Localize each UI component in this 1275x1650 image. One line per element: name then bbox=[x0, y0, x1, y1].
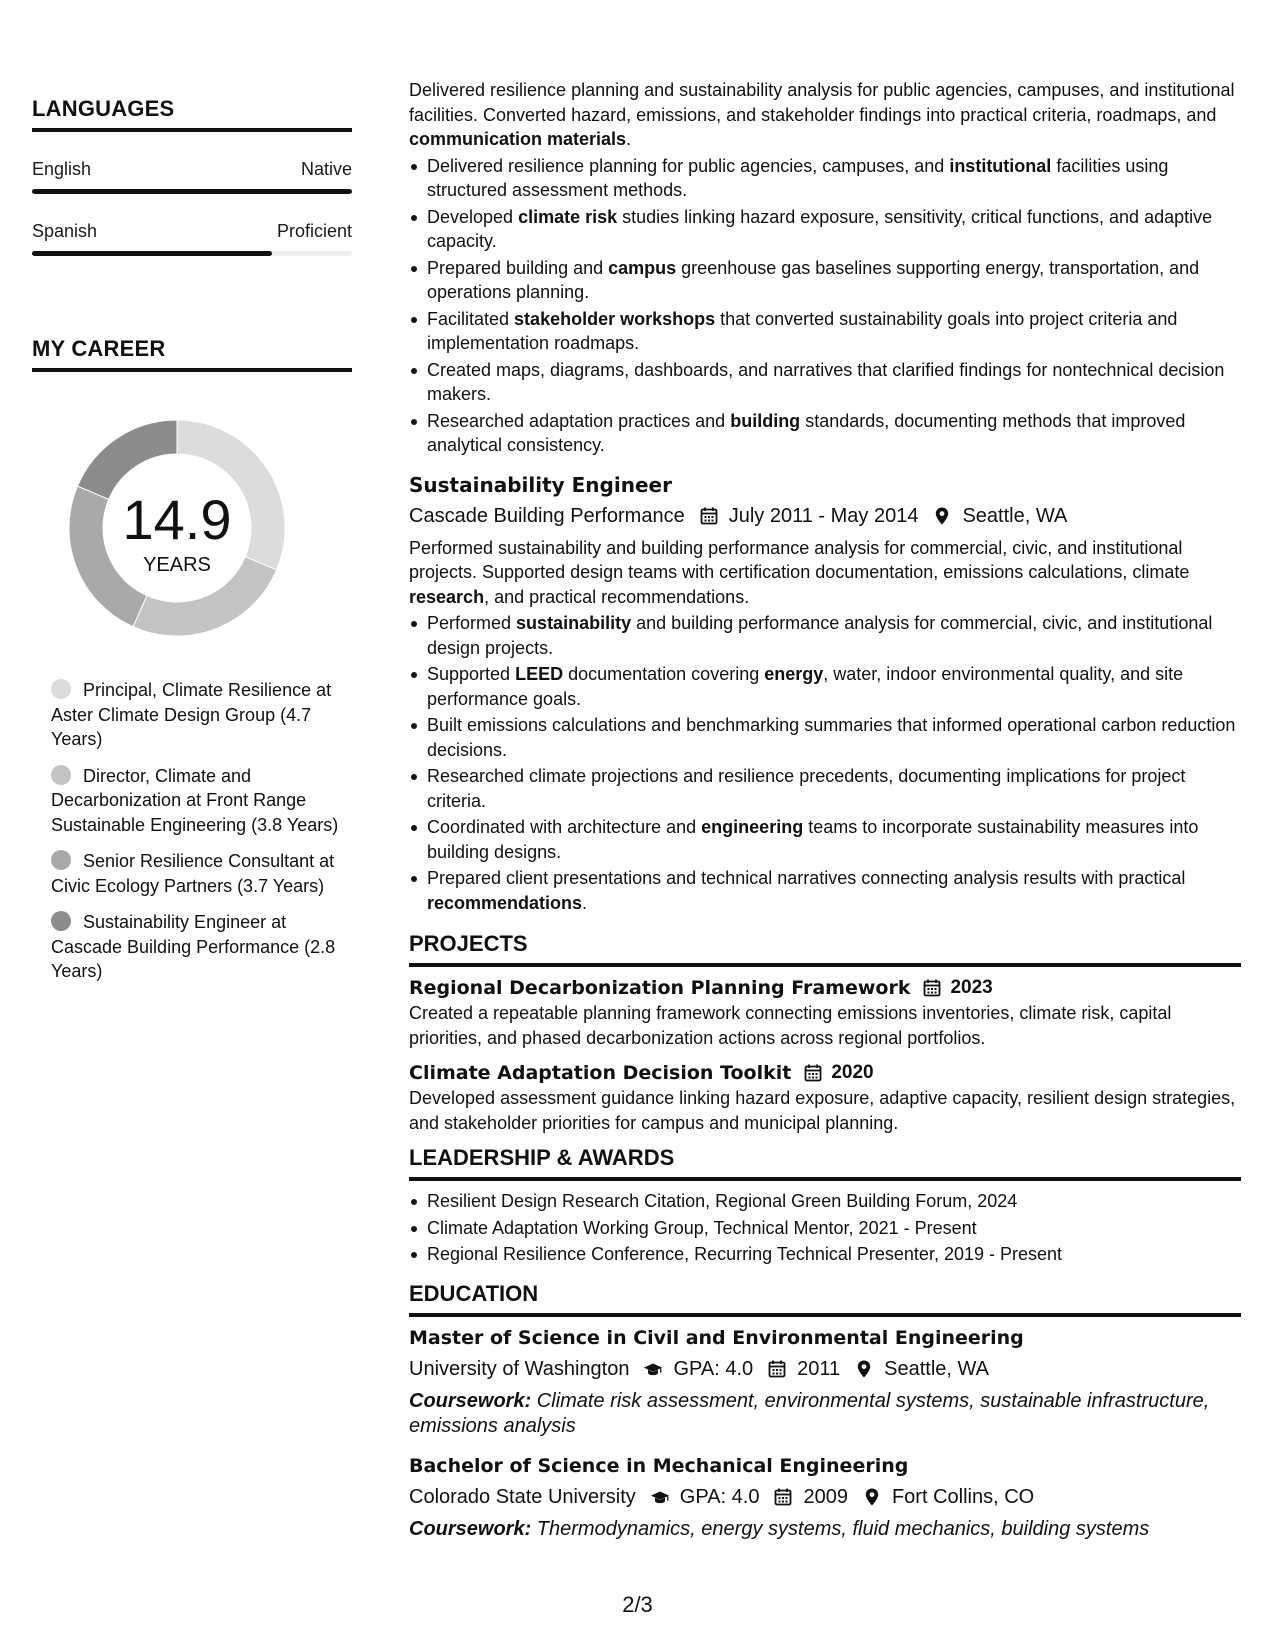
legend-dot bbox=[51, 911, 71, 931]
career-donut-chart bbox=[65, 416, 289, 640]
career-legend-text: Principal, Climate Resilience at Aster Climate Design Group (4.7 Years) bbox=[51, 680, 332, 749]
career-legend-item bbox=[51, 849, 341, 898]
summary-bold: communication materials bbox=[409, 129, 627, 149]
award-item: Regional Resilience Conference, Recurring Technical Presenter, 2019 - Present bbox=[409, 1242, 1241, 1267]
coursework bbox=[409, 1517, 1241, 1542]
job-dates: July 2011 - May 2014 bbox=[728, 504, 919, 527]
graduation-cap-icon bbox=[650, 1487, 670, 1507]
company-name: Cascade Building Performance bbox=[409, 504, 685, 527]
education-meta bbox=[409, 1483, 1241, 1511]
school-location: Seattle, WA bbox=[884, 1357, 990, 1380]
bullet-item: Coordinated with architecture and engineering teams to incorporate sustainability measures into building designs. bbox=[409, 815, 1241, 864]
section-divider bbox=[32, 128, 352, 132]
bullet-item: Performed sustainability and building performance analysis for commercial, civic, and institutional design projects. bbox=[409, 611, 1241, 660]
section-divider bbox=[409, 963, 1241, 967]
language-row bbox=[32, 220, 352, 242]
education-title: EDUCATION bbox=[409, 1280, 539, 1306]
job-location: Seattle, WA bbox=[962, 504, 1068, 527]
bullet-item: Delivered resilience planning for public agencies, campuses, and institutional facilities using structured assessment methods. bbox=[409, 154, 1241, 203]
language-level: Native bbox=[300, 159, 352, 179]
role-bullets bbox=[409, 154, 1241, 458]
right-column bbox=[409, 78, 1241, 1556]
coursework-label: Coursework: bbox=[409, 1517, 532, 1540]
calendar-icon bbox=[803, 1063, 823, 1083]
bullet-item: Built emissions calculations and benchmarking summaries that informed operational carbon reduction decisions. bbox=[409, 713, 1241, 762]
education-meta bbox=[409, 1355, 1241, 1383]
legend-dot bbox=[51, 765, 71, 785]
awards-list bbox=[409, 1189, 1241, 1267]
map-pin-icon bbox=[932, 506, 952, 526]
project-name: Climate Adaptation Decision Toolkit bbox=[409, 1062, 792, 1084]
language-name: Spanish bbox=[32, 221, 98, 241]
graduation-year: 2011 bbox=[797, 1357, 841, 1380]
career-legend-item bbox=[51, 910, 341, 984]
project-title bbox=[409, 975, 1241, 1001]
bullet-item: Researched adaptation practices and building standards, documenting methods that improved analytical consistency. bbox=[409, 409, 1241, 458]
job-meta bbox=[409, 502, 1241, 530]
language-row bbox=[32, 158, 352, 180]
language-bar-fill bbox=[32, 189, 352, 194]
project-description: Developed assessment guidance linking hazard exposure, adaptive capacity, resilient design strategies, and stakeholder priorities for campus and municipal planning. bbox=[409, 1088, 1236, 1133]
career-legend-text: Sustainability Engineer at Cascade Building Performance (2.8 Years) bbox=[51, 912, 336, 981]
bullet-item: Facilitated stakeholder workshops that converted sustainability goals into project criteria and implementation roadmaps. bbox=[409, 307, 1241, 356]
coursework-label: Coursework: bbox=[409, 1389, 532, 1412]
job-bullets bbox=[409, 611, 1241, 915]
language-name: English bbox=[32, 159, 92, 179]
section-divider bbox=[409, 1313, 1241, 1317]
project-description: Created a repeatable planning framework connecting emissions inventories, climate risk, capital priorities, and phased decarbonization actions across regional portfolios. bbox=[409, 1003, 1172, 1048]
calendar-icon bbox=[773, 1487, 793, 1507]
left-column bbox=[32, 96, 352, 981]
legend-dot bbox=[51, 679, 71, 699]
school-name: University of Washington bbox=[409, 1357, 630, 1380]
project-year: 2023 bbox=[950, 977, 993, 998]
gpa: GPA: 4.0 bbox=[673, 1357, 754, 1380]
languages-section bbox=[32, 96, 352, 256]
school-location: Fort Collins, CO bbox=[891, 1485, 1035, 1508]
job-title: Sustainability Engineer bbox=[409, 472, 672, 497]
bullet-item: Prepared client presentations and technical narratives connecting analysis results with practical recommendations. bbox=[409, 866, 1241, 915]
coursework-text: Thermodynamics, energy systems, fluid mechanics, building systems bbox=[531, 1517, 1150, 1540]
calendar-icon bbox=[699, 506, 719, 526]
project-year: 2020 bbox=[831, 1062, 874, 1083]
career-section bbox=[32, 336, 352, 372]
career-legend bbox=[51, 678, 341, 996]
career-total-unit: YEARS bbox=[143, 554, 211, 576]
degree-title: Bachelor of Science in Mechanical Engineering bbox=[409, 1454, 909, 1477]
career-legend-item bbox=[51, 678, 341, 752]
coursework-text: Climate risk assessment, environmental systems, sustainable infrastructure, emissions analysis bbox=[409, 1389, 1210, 1437]
job-summary: Performed sustainability and building performance analysis for commercial, civic, and institutional projects. Supported design teams with certification documentation, emissions calculations, climate research, and practical recommendations. bbox=[409, 537, 1190, 607]
summary-text: . bbox=[626, 129, 632, 149]
graduation-year: 2009 bbox=[803, 1485, 848, 1508]
section-divider bbox=[409, 1177, 1241, 1181]
language-bar-fill bbox=[32, 251, 272, 256]
role-summary bbox=[409, 78, 1241, 152]
career-legend-text: Director, Climate and Decarbonization at Front Range Sustainable Engineering (3.8 Years) bbox=[51, 765, 339, 835]
language-bar bbox=[32, 189, 352, 194]
bullet-item: Developed climate risk studies linking hazard exposure, sensitivity, critical functions, and adaptive capacity. bbox=[409, 205, 1241, 254]
awards-title: LEADERSHIP & AWARDS bbox=[409, 1145, 675, 1170]
award-item: Resilient Design Research Citation, Regional Green Building Forum, 2024 bbox=[409, 1189, 1241, 1214]
school-name: Colorado State University bbox=[409, 1485, 636, 1508]
career-legend-text: Senior Resilience Consultant at Civic Ecology Partners (3.7 Years) bbox=[51, 851, 335, 896]
project-name: Regional Decarbonization Planning Framework bbox=[409, 977, 911, 999]
legend-dot bbox=[51, 850, 71, 870]
map-pin-icon bbox=[862, 1487, 882, 1507]
bullet-item: Supported LEED documentation covering energy, water, indoor environmental quality, and site performance goals. bbox=[409, 662, 1241, 711]
calendar-icon bbox=[767, 1359, 787, 1379]
project-title bbox=[409, 1060, 1241, 1086]
bullet-item: Created maps, diagrams, dashboards, and narratives that clarified findings for nontechnical decision makers. bbox=[409, 358, 1241, 407]
career-total-years: 14.9 bbox=[122, 488, 232, 551]
award-item: Climate Adaptation Working Group, Technical Mentor, 2021 - Present bbox=[409, 1216, 1241, 1241]
language-bar bbox=[32, 251, 352, 256]
summary-text: Delivered resilience planning and sustainability analysis for public agencies, campuses, and institutional facilities. Converted hazard, emissions, and stakeholder findings into practical criteria, roadmaps, and bbox=[409, 80, 1235, 125]
coursework bbox=[409, 1389, 1241, 1439]
bullet-item: Prepared building and campus greenhouse gas baselines supporting energy, transportation, and operations planning. bbox=[409, 256, 1241, 305]
page-number: 2/3 bbox=[622, 1592, 653, 1617]
graduation-cap-icon bbox=[643, 1359, 663, 1379]
gpa: GPA: 4.0 bbox=[679, 1485, 760, 1508]
bullet-item: Researched climate projections and resilience precedents, documenting implications for project criteria. bbox=[409, 764, 1241, 813]
language-level: Proficient bbox=[276, 221, 352, 241]
languages-title: LANGUAGES bbox=[32, 96, 175, 121]
degree-title: Master of Science in Civil and Environmental Engineering bbox=[409, 1326, 1024, 1349]
calendar-icon bbox=[922, 978, 942, 998]
career-legend-item bbox=[51, 764, 341, 838]
section-divider bbox=[32, 368, 352, 372]
career-title: MY CAREER bbox=[32, 336, 166, 361]
projects-title: PROJECTS bbox=[409, 931, 528, 956]
map-pin-icon bbox=[854, 1359, 874, 1379]
